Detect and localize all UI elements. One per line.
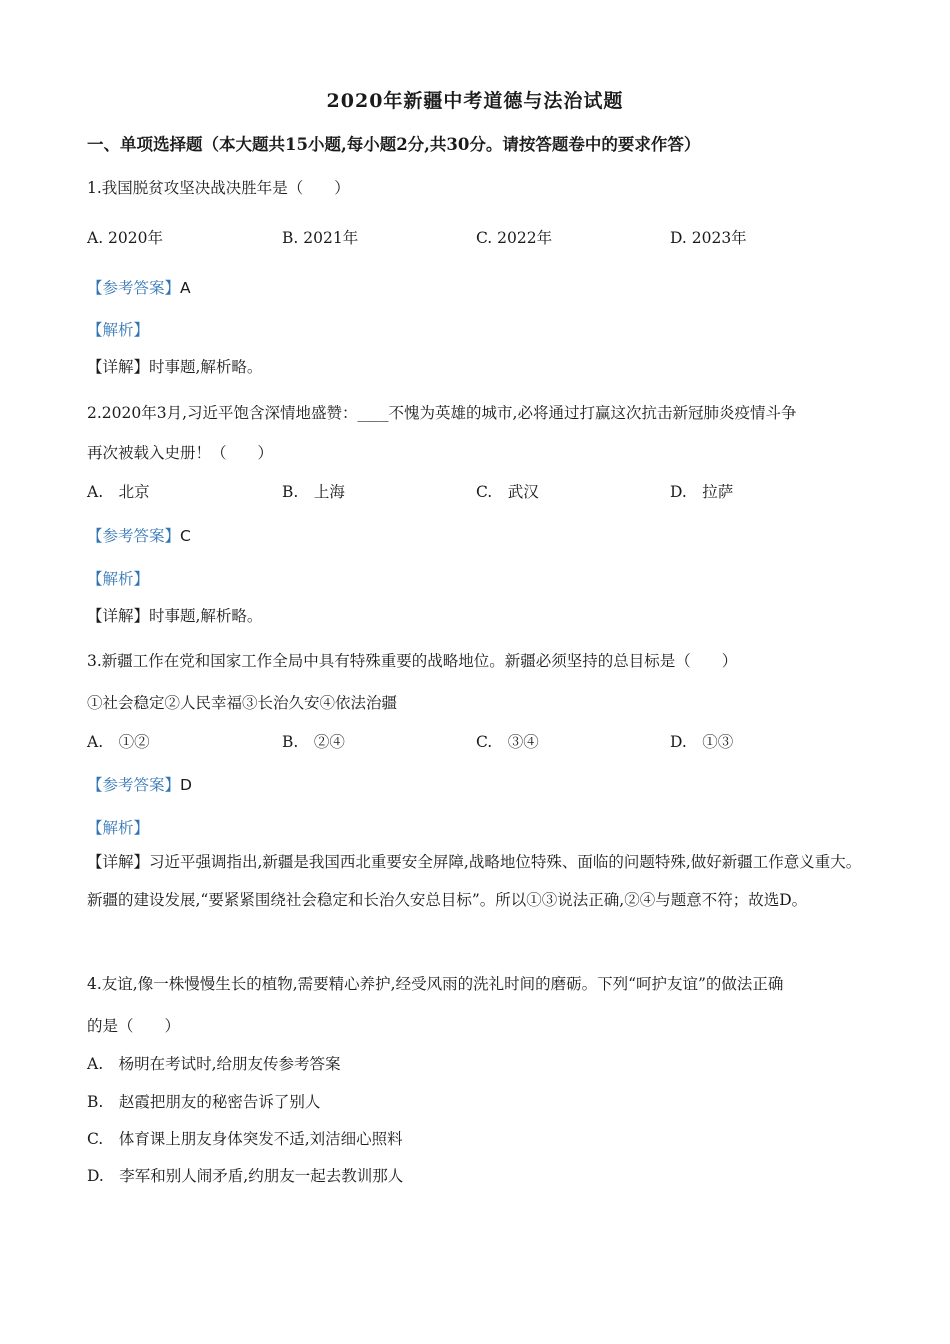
question-3-detail: 【详解】习近平强调指出,新疆是我国西北重要安全屏障,战略地位特殊、面临的问题特殊,做好新疆工作意义重大。新疆的建设发展,“要紧紧围绕社会稳定和长治久安总目标”。所以①③说法正确,②④与题意不符；故选D。 [87, 853, 862, 909]
question-3-option-d: D. ①③ [670, 733, 734, 751]
question-3-analysis-label: 【解析】 [87, 819, 150, 837]
question-2-option-a: A. 北京 [87, 483, 150, 501]
section-heading: 一、单项选择题（本大题共15小题,每小题2分,共30分。请按答题卷中的要求作答） [87, 135, 701, 154]
question-1-analysis-label: 【解析】 [87, 321, 150, 339]
question-1-detail: 【详解】时事题,解析略。 [87, 358, 263, 376]
question-2-option-d: D. 拉萨 [670, 483, 734, 501]
question-4-stem-line1: 4.友谊,像一株慢慢生长的植物,需要精心养护,经受风雨的洗礼时间的磨砺。下列“呵护友谊”的做法正确 [87, 975, 784, 993]
question-2-stem-line2: 再次被载入史册！（ ） [87, 444, 274, 462]
answer-value: C [180, 527, 191, 545]
question-1-option-b: B. 2021年 [282, 229, 359, 247]
question-1-stem: 1.我国脱贫攻坚决战决胜年是（ ） [87, 179, 350, 197]
question-1-option-d: D. 2023年 [670, 229, 747, 247]
question-2-analysis-label: 【解析】 [87, 570, 150, 588]
question-4-option-a: A. 杨明在考试时,给朋友传参考答案 [87, 1055, 341, 1073]
question-3-options [87, 730, 867, 754]
question-1-option-c: C. 2022年 [476, 229, 553, 247]
question-2-detail: 【详解】时事题,解析略。 [87, 607, 263, 625]
page-title: 2020年新疆中考道德与法治试题 [326, 90, 624, 112]
question-4-stem-line2: 的是（ ） [87, 1017, 181, 1035]
question-3-items: ①社会稳定②人民幸福③长治久安④依法治疆 [87, 694, 398, 712]
question-4-option-c: C. 体育课上朋友身体突发不适,刘洁细心照料 [87, 1130, 403, 1148]
answer-value: D [180, 776, 192, 794]
question-2-option-c: C. 武汉 [476, 483, 539, 501]
question-3-stem: 3.新疆工作在党和国家工作全局中具有特殊重要的战略地位。新疆必须坚持的总目标是（ ） [87, 652, 738, 670]
question-4-option-b: B. 赵霞把朋友的秘密告诉了别人 [87, 1093, 321, 1111]
question-3-option-b: B. ②④ [282, 733, 345, 751]
answer-label: 【参考答案】 [87, 279, 181, 297]
question-3-answer [87, 773, 192, 795]
answer-value: A [180, 279, 191, 297]
question-2-options [87, 480, 867, 504]
question-1-options [87, 226, 867, 250]
question-3-option-a: A. ①② [87, 733, 150, 751]
question-2-option-b: B. 上海 [282, 483, 345, 501]
question-2-stem-line1: 2.2020年3月,习近平饱含深情地盛赞：____不愧为英雄的城市,必将通过打赢这次抗击新冠肺炎疫情斗争 [87, 404, 797, 422]
question-2-answer [87, 524, 191, 546]
answer-label: 【参考答案】 [87, 527, 181, 545]
question-3-option-c: C. ③④ [476, 733, 539, 751]
question-1-option-a: A. 2020年 [87, 229, 163, 247]
question-1-answer [87, 276, 191, 298]
question-4-option-d: D. 李军和别人闹矛盾,约朋友一起去教训那人 [87, 1167, 404, 1185]
answer-label: 【参考答案】 [87, 776, 181, 794]
